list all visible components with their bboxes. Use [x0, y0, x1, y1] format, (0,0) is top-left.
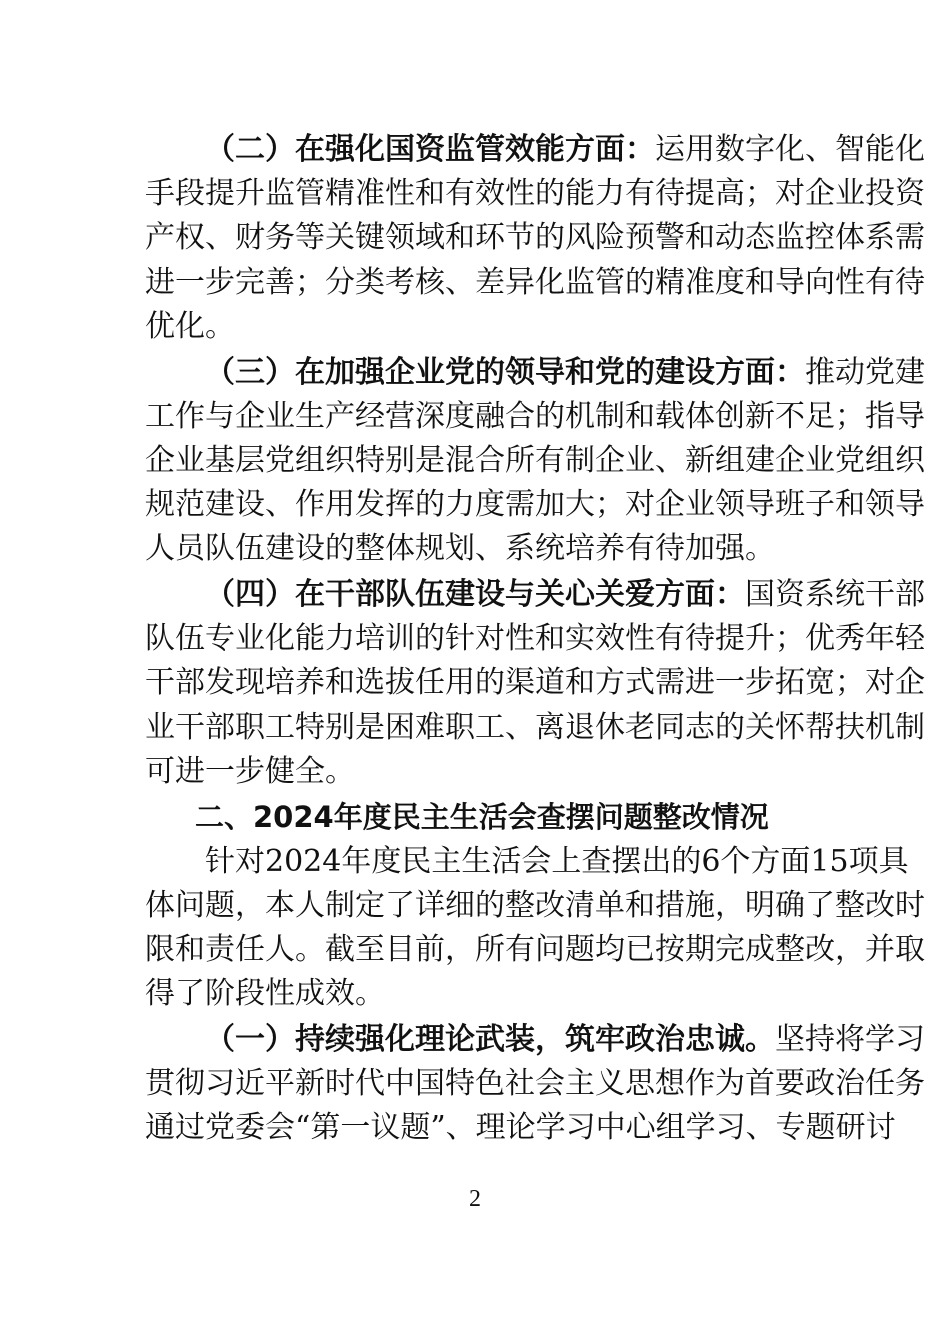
paragraph-text: 工作与企业生产经营深度融合的机制和载体创新不足；指导: [145, 398, 925, 434]
paragraph-line: [145, 974, 807, 1014]
paragraph-line: [145, 441, 925, 481]
paragraph-lead: （三）在加强企业党的领导和党的建设方面：: [205, 354, 805, 390]
paragraph-lead: （四）在干部队伍建设与关心关爱方面：: [205, 577, 745, 612]
page-number: 2: [469, 1186, 481, 1212]
paragraph-line: [145, 263, 925, 303]
paragraph-text: 干部发现培养和选拔任用的渠道和方式需进一步拓宽；对企: [145, 665, 925, 701]
paragraph-text: 运用数字化、智能化: [655, 132, 925, 167]
paragraph-text: 手段提升监管精准性和有效性的能力有待提高；对企业投资: [145, 176, 925, 212]
paragraph-line: [205, 1020, 925, 1060]
section-heading: 二、2024年度民主生活会查摆问题整改情况: [195, 799, 769, 834]
paragraph-text: 可进一步健全。: [145, 753, 355, 789]
paragraph-line: [145, 485, 925, 525]
paragraph-line: [145, 307, 807, 347]
paragraph-line: [205, 842, 909, 882]
paragraph-text: 坚持将学习: [775, 1022, 925, 1057]
paragraph-line: [145, 1108, 896, 1148]
paragraph-text: 进一步完善；分类考核、差异化监管的精准度和导向性有待: [145, 264, 925, 300]
paragraph-line: [145, 174, 925, 214]
paragraph-line: [145, 1064, 925, 1104]
paragraph-line: [145, 529, 807, 569]
paragraph-line: [145, 930, 925, 970]
paragraph-text: 产权、财务等关键领域和环节的风险预警和动态监控体系需: [145, 220, 925, 256]
paragraph-line: [145, 708, 925, 748]
paragraph-text: 得了阶段性成效。: [145, 976, 385, 1012]
paragraph-line: [205, 130, 925, 170]
paragraph-text: 针对2024年度民主生活会上查摆出的6个方面15项具: [205, 843, 909, 879]
paragraph-line: [145, 218, 925, 258]
paragraph-text: 业干部职工特别是困难职工、离退休老同志的关怀帮扶机制: [145, 709, 925, 745]
paragraph-line: [145, 886, 925, 926]
paragraph-text: 优化。: [145, 308, 235, 344]
paragraph-line: [205, 353, 925, 393]
paragraph-text: 体问题，本人制定了详细的整改清单和措施，明确了整改时: [145, 887, 925, 923]
paragraph-text: 通过党委会“第一议题”、理论学习中心组学习、专题研讨: [145, 1110, 896, 1146]
paragraph-text: 人员队伍建设的整体规划、系统培养有待加强。: [145, 531, 775, 567]
paragraph-text: 国资系统干部: [745, 577, 925, 612]
paragraph-line: [145, 752, 807, 792]
paragraph-line: [145, 397, 925, 437]
paragraph-text: 限和责任人。截至目前，所有问题均已按期完成整改，并取: [145, 932, 925, 968]
paragraph-text: 推动党建: [805, 354, 925, 390]
paragraph-text: 队伍专业化能力培训的针对性和实效性有待提升；优秀年轻: [145, 621, 925, 657]
paragraph-line: [145, 619, 925, 659]
paragraph-text: 企业基层党组织特别是混合所有制企业、新组建企业党组织: [145, 442, 925, 478]
paragraph-text: 规范建设、作用发挥的力度需加大；对企业领导班子和领导: [145, 487, 925, 523]
paragraph-lead: （一）持续强化理论武装，筑牢政治忠诚。: [205, 1022, 775, 1057]
paragraph-lead: （二）在强化国资监管效能方面：: [205, 132, 655, 167]
paragraph-line: [145, 663, 925, 703]
paragraph-line: [205, 575, 925, 615]
paragraph-text: 贯彻习近平新时代中国特色社会主义思想作为首要政治任务: [145, 1066, 925, 1102]
